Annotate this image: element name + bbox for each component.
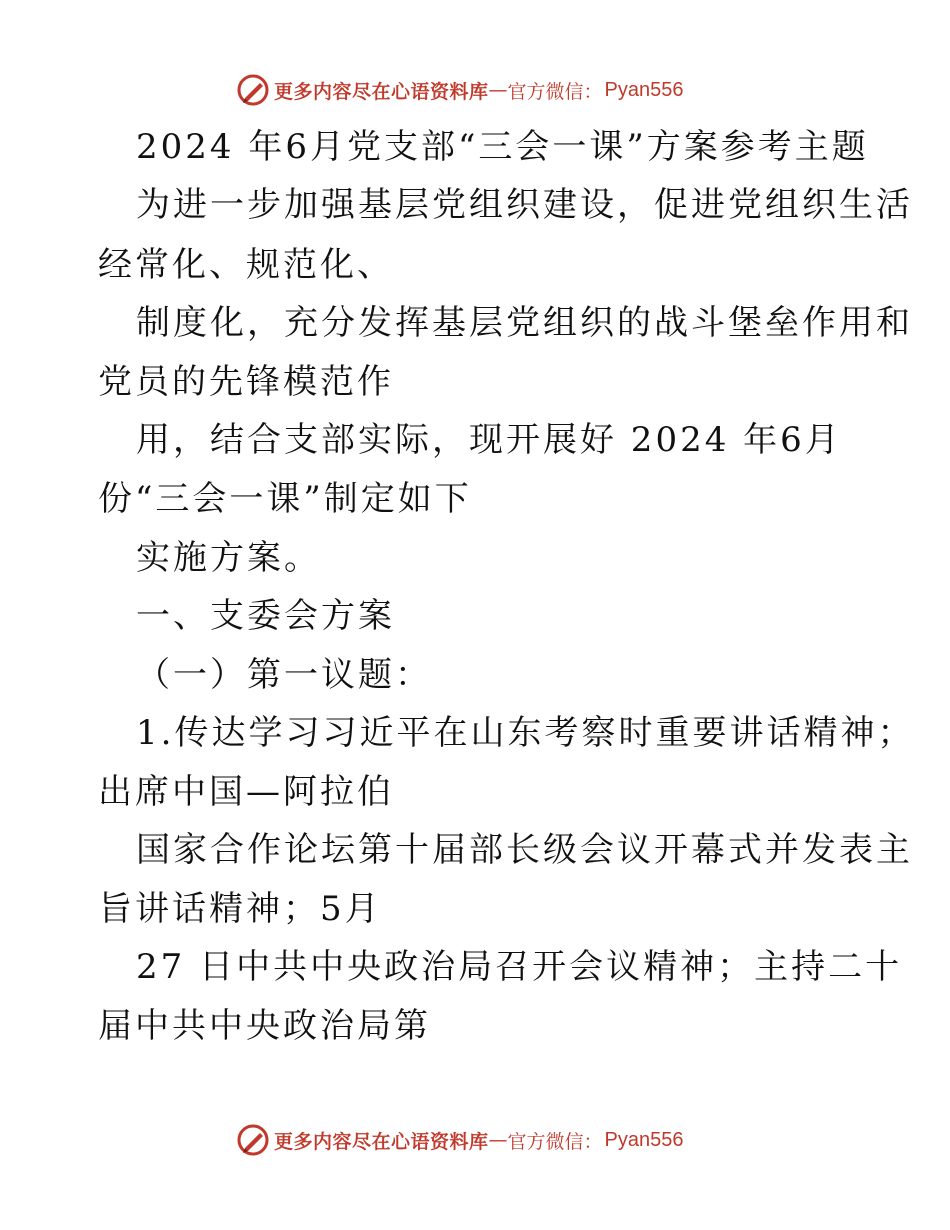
header-banner (0, 70, 950, 110)
banner-separator: — (488, 79, 508, 101)
paragraph-line: 经常化、规范化、 (98, 245, 394, 285)
subsection-heading: （一）第一议题： (136, 655, 432, 695)
paragraph-line: 国家合作论坛第十届部长级会议开幕式并发表主 (136, 830, 913, 870)
paragraph-line: 旨讲话精神；5月 (98, 889, 382, 929)
footer-banner (0, 1120, 950, 1160)
pen-logo-icon (236, 1123, 270, 1157)
paragraph-line: 出席中国—阿拉伯 (98, 772, 394, 812)
banner-site-text: 更多内容尽在心语资料库 (274, 80, 489, 103)
paragraph-line: 届中共中央政治局第 (98, 1006, 431, 1046)
paragraph-line: 份“三会一课”制定如下 (98, 479, 472, 519)
paragraph-line: 实施方案。 (136, 538, 321, 578)
banner-wechat-label: 官方微信： (507, 1130, 603, 1153)
banner-wechat-label: 官方微信： (507, 80, 603, 103)
pen-logo-icon (236, 73, 270, 107)
document-title: 2024 年6月党支部“三会一课”方案参考主题 (136, 127, 869, 167)
paragraph-line: 用，结合支部实际，现开展好 2024 年6月 (136, 420, 842, 460)
banner-wechat-id: Pyan556 (604, 1128, 684, 1151)
section-heading: 一、支委会方案 (136, 596, 395, 636)
paragraph-line: 制度化，充分发挥基层党组织的战斗堡垒作用和 (136, 303, 913, 343)
paragraph-line: 党员的先锋模范作 (98, 362, 394, 402)
paragraph-line: 27 日中共中央政治局召开会议精神；主持二十 (136, 947, 903, 987)
banner-site-text: 更多内容尽在心语资料库 (274, 1130, 489, 1153)
paragraph-line: 1.传达学习习近平在山东考察时重要讲话精神； (136, 713, 915, 753)
banner-wechat-id: Pyan556 (604, 78, 684, 101)
paragraph-line: 为进一步加强基层党组织建设，促进党组织生活 (136, 185, 913, 225)
banner-separator: — (488, 1129, 508, 1151)
